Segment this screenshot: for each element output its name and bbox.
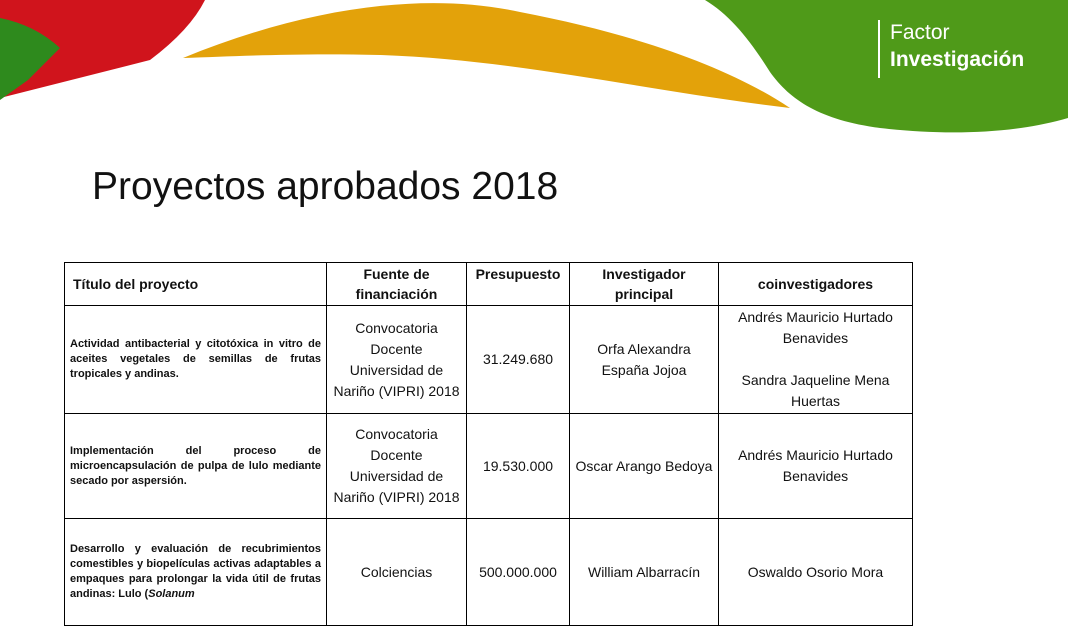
- header-funding: Fuente de financiación: [327, 263, 467, 306]
- project-title: Implementación del proceso de microencapsulación de pulpa de lulo mediante secado por aspersión.: [65, 414, 327, 519]
- principal-investigator: Orfa Alexandra España Jojoa: [570, 306, 719, 414]
- projects-table: [64, 262, 913, 626]
- principal-investigator: William Albarracín: [570, 519, 719, 626]
- header-pi: Investigador principal: [570, 263, 719, 306]
- project-title-text: Desarrollo y evaluación de recubrimientos comestibles y biopelículas activas adaptables a empaques para prolongar la vida útil de frutas andinas: Lulo (: [70, 543, 321, 600]
- table-row: [65, 414, 913, 519]
- budget-value: 19.530.000: [467, 414, 570, 519]
- funding-source: Colciencias: [327, 519, 467, 626]
- project-title: Actividad antibacterial y citotóxica in vitro de aceites vegetales de semillas de frutas tropicales y andinas.: [65, 306, 327, 414]
- coinvestigator-name: Oswaldo Osorio Mora: [747, 563, 884, 580]
- coinvestigators-cell: [719, 414, 913, 519]
- brand-logo: [878, 20, 1024, 78]
- page-title: Proyectos aprobados 2018: [92, 165, 559, 208]
- coinvestigators-cell: [719, 306, 913, 414]
- budget-value: 500.000.000: [467, 519, 570, 626]
- principal-investigator: Oscar Arango Bedoya: [570, 414, 719, 519]
- coinvestigators-cell: [719, 519, 913, 626]
- brand-name-factor: Factor: [890, 21, 950, 44]
- yellow-wave-shape: [183, 3, 790, 108]
- species-name: Solanum: [148, 588, 195, 600]
- table-row: [65, 519, 913, 626]
- header-coinvestigators: coinvestigadores: [719, 263, 913, 306]
- coinvestigator-name: Sandra Jaqueline Mena Huertas: [741, 372, 890, 409]
- table-header-row: [65, 263, 913, 306]
- budget-value: 31.249.680: [467, 306, 570, 414]
- coinvestigator-gap: [724, 349, 907, 370]
- brand-name-investigacion: Investigación: [890, 48, 1025, 71]
- funding-source: Convocatoria Docente Universidad de Nariño (VIPRI) 2018: [327, 306, 467, 414]
- funding-source: Convocatoria Docente Universidad de Nariño (VIPRI) 2018: [327, 414, 467, 519]
- header-budget: Presupuesto: [467, 263, 570, 306]
- table-row: [65, 306, 913, 414]
- header-title: Título del proyecto: [65, 263, 327, 306]
- project-title: [65, 519, 327, 626]
- coinvestigator-name: Andrés Mauricio Hurtado Benavides: [738, 309, 893, 346]
- coinvestigator-name: Andrés Mauricio Hurtado Benavides: [738, 447, 893, 484]
